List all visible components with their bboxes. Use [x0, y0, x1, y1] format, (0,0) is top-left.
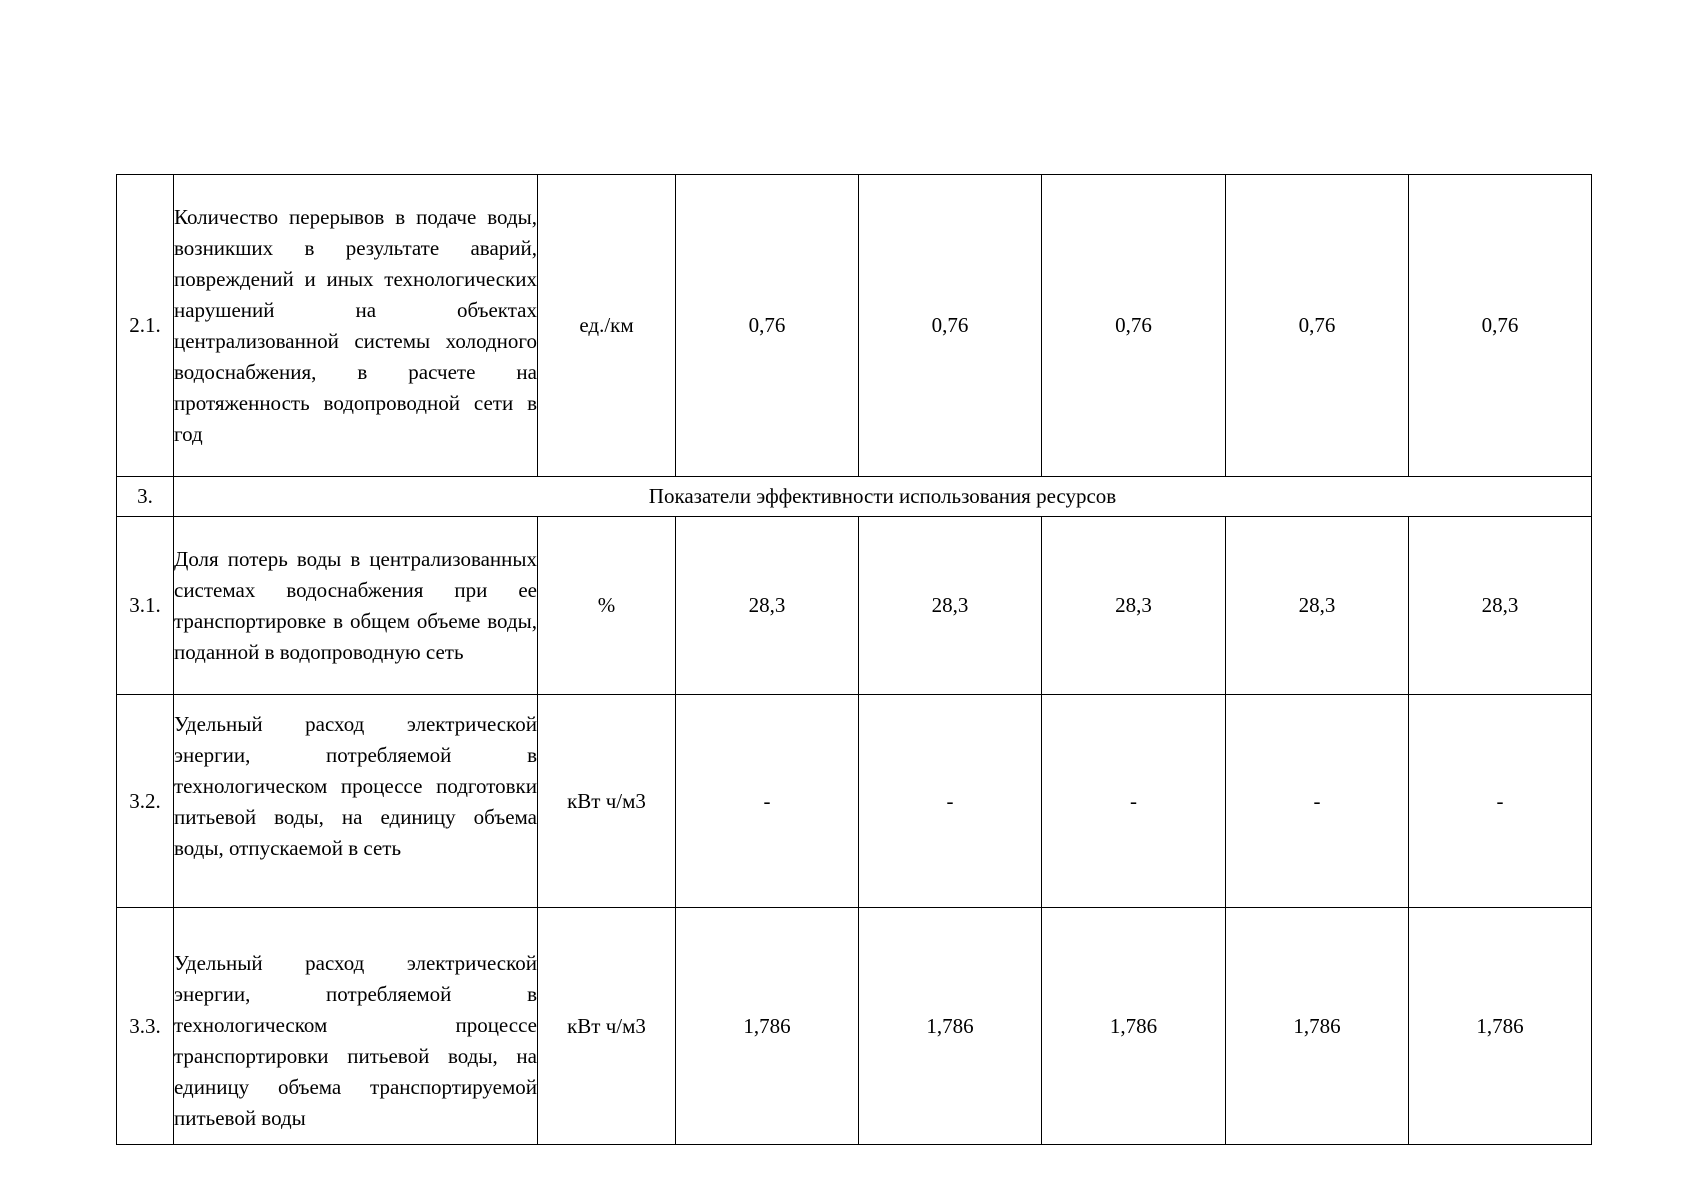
value-cell: 28,3 — [1226, 517, 1409, 695]
indicator-description-text: Доля потерь воды в централизованных системах водоснабжения при ее транспортировке в общем объеме воды, поданной в водопроводную сеть — [174, 546, 537, 664]
table-row-3-1 — [117, 517, 1592, 695]
value-cell: 0,76 — [676, 175, 859, 477]
value-cell: - — [676, 695, 859, 908]
row-number: 2.1. — [117, 175, 174, 477]
value-cell: 0,76 — [859, 175, 1042, 477]
section-title: Показатели эффективности использования ресурсов — [174, 477, 1592, 517]
row-number: 3.1. — [117, 517, 174, 695]
value-cell: 1,786 — [1042, 908, 1226, 1145]
value-cell: - — [1226, 695, 1409, 908]
table-section-row-3 — [117, 477, 1592, 517]
value-cell: 1,786 — [1226, 908, 1409, 1145]
row-number: 3.2. — [117, 695, 174, 908]
value-cell: - — [1409, 695, 1592, 908]
value-cell: - — [1042, 695, 1226, 908]
value-cell: 1,786 — [859, 908, 1042, 1145]
value-cell: 1,786 — [676, 908, 859, 1145]
row-number: 3.3. — [117, 908, 174, 1145]
value-cell: 28,3 — [859, 517, 1042, 695]
unit-cell: ед./км — [538, 175, 676, 477]
unit-cell: кВт ч/м3 — [538, 908, 676, 1145]
unit-cell: кВт ч/м3 — [538, 695, 676, 908]
value-cell: 1,786 — [1409, 908, 1592, 1145]
value-cell: - — [859, 695, 1042, 908]
value-cell: 28,3 — [676, 517, 859, 695]
indicator-description-text: Количество перерывов в подаче воды, возникших в результате аварий, повреждений и иных технологических нарушений на объектах централизованной системы холодного водоснабжения, в расчете на протяженность водопроводной сети в год — [174, 204, 537, 446]
indicator-description — [174, 908, 538, 1145]
table-row-2-1 — [117, 175, 1592, 477]
value-cell: 0,76 — [1409, 175, 1592, 477]
value-cell: 0,76 — [1042, 175, 1226, 477]
value-cell: 28,3 — [1409, 517, 1592, 695]
unit-cell: % — [538, 517, 676, 695]
value-cell: 28,3 — [1042, 517, 1226, 695]
indicator-description-text: Удельный расход электрической энергии, потребляемой в технологическом процессе подготовки питьевой воды, на единицу объема воды, отпускаемой в сеть — [174, 712, 537, 860]
table-row-3-2 — [117, 695, 1592, 908]
indicator-description-text: Удельный расход электрической энергии, потребляемой в технологическом процессе транспортировки питьевой воды, на единицу объема транспортируемой питьевой воды — [174, 951, 537, 1130]
indicator-description — [174, 695, 538, 908]
row-number: 3. — [117, 477, 174, 517]
indicator-description — [174, 175, 538, 477]
indicators-table — [116, 174, 1592, 1145]
value-cell: 0,76 — [1226, 175, 1409, 477]
indicator-description — [174, 517, 538, 695]
table-row-3-3 — [117, 908, 1592, 1145]
